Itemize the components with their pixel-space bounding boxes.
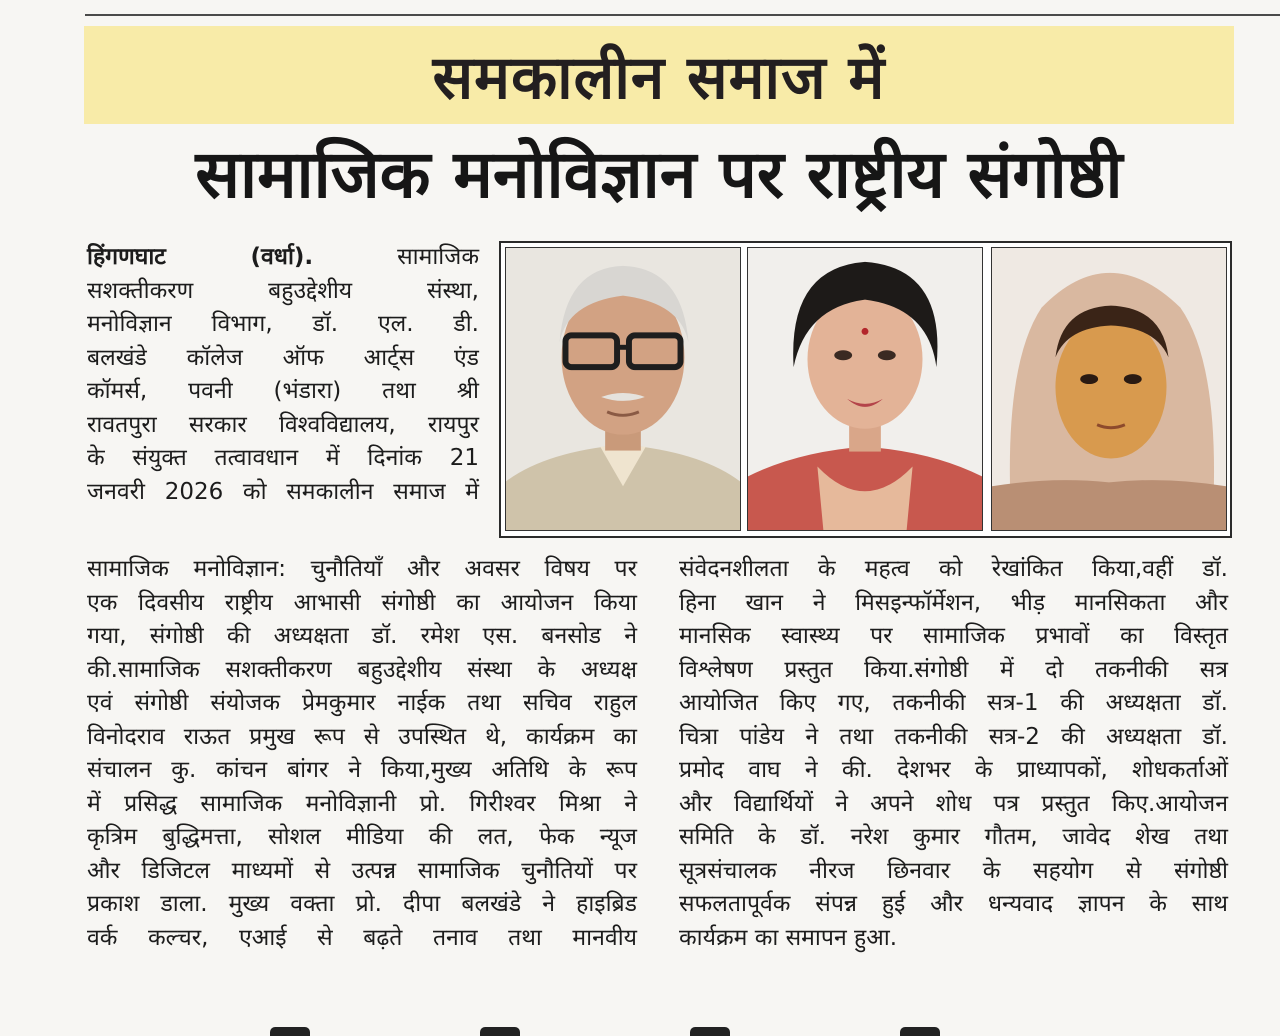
article-line: एक दिवसीय राष्ट्रीय आभासी संगोष्ठी का आयोजन किया: [87, 589, 637, 616]
article-line: चित्रा पांडेय ने तथा तकनीकी सत्र-2 की अध्यक्षता डॉ.: [679, 723, 1228, 750]
article-line: की.सामाजिक सशक्तीकरण बहुउद्देशीय संस्था के अध्यक्ष: [87, 656, 637, 683]
article-line: संवेदनशीलता के महत्व को रेखांकित किया,वहीं डॉ.: [679, 556, 1228, 582]
article-line: रावतपुरा सरकार विश्वविद्यालय, रायपुर: [87, 411, 479, 438]
article-line: कृत्रिम बुद्धिमत्ता, सोशल मीडिया की लत, फेक न्यूज: [87, 824, 637, 850]
article-line: सामाजिक मनोविज्ञान: चुनौतियाँ और अवसर विषय पर: [87, 556, 637, 582]
article-line: संचालन कु. कांचन बांगर ने किया,मुख्य अतिथि के रूप: [87, 757, 637, 783]
headline-line-2: सामाजिक मनोविज्ञान पर राष्ट्रीय संगोष्ठी: [195, 136, 1123, 213]
headline-line-1: समकालीन समाज में: [432, 43, 886, 113]
article-column-b: [87, 553, 637, 955]
article-line: बलखंडे कॉलेज ऑफ आर्ट्स एंड: [87, 344, 479, 371]
article-line: [87, 241, 479, 275]
article-line: कॉमर्स, पवनी (भंडारा) तथा श्री: [87, 378, 479, 404]
article-line: समिति के डॉ. नरेश कुमार गौतम, जावेद शेख तथा: [679, 824, 1228, 850]
next-article-edge: [270, 1022, 1170, 1036]
article-line: सूत्रसंचालक नीरज छिनवार के सहयोग से संगोष्ठी: [679, 857, 1228, 884]
headline-band: [84, 26, 1234, 124]
article-line: आयोजित किए गए, तकनीकी सत्र-1 की अध्यक्षता डॉ.: [679, 690, 1228, 716]
article-column-c: [679, 553, 1228, 955]
article-text: सामाजिक: [397, 244, 479, 270]
article-column-a: [87, 241, 479, 509]
article-line: में प्रसिद्ध सामाजिक मनोविज्ञानी प्रो. गिरीश्वर मिश्रा ने: [87, 790, 637, 817]
portrait-photo-woman: [747, 247, 983, 531]
portrait-photo-woman-scarf: [991, 247, 1227, 531]
article-line: के संयुक्त तत्वावधान में दिनांक 21: [87, 445, 479, 471]
article-line: एवं संगोष्ठी संयोजक प्रेमकुमार नाईक तथा सचिव राहुल: [87, 690, 637, 716]
article-line: मानसिक स्वास्थ्य पर सामाजिक प्रभावों का विस्तृत: [679, 623, 1228, 649]
portrait-photo-man: [505, 247, 741, 531]
article-line: सफलतापूर्वक संपन्न हुई और धन्यवाद ज्ञापन के साथ: [679, 891, 1228, 917]
article-line: जनवरी 2026 को समकालीन समाज में: [87, 478, 479, 505]
article-line: कार्यक्रम का समापन हुआ.: [679, 924, 898, 951]
article-line: वर्क कल्चर, एआई से बढ़ते तनाव तथा मानवीय: [87, 924, 637, 951]
top-rule: [85, 14, 1280, 16]
dateline: हिंगणघाट (वर्धा).: [87, 244, 314, 270]
article-line: हिना खान ने मिसइन्फॉर्मेशन, भीड़ मानसिकता और: [679, 589, 1228, 616]
article-line: प्रकाश डाला. मुख्य वक्ता प्रो. दीपा बलखंडे ने हाइब्रिड: [87, 891, 637, 917]
article-line: और डिजिटल माध्यमों से उत्पन्न सामाजिक चुनौतियों पर: [87, 857, 637, 884]
article-line: गया, संगोष्ठी की अध्यक्षता डॉ. रमेश एस. बनसोड ने: [87, 623, 637, 649]
article-line: मनोविज्ञान विभाग, डॉ. एल. डी.: [87, 311, 479, 337]
article-line: प्रमोद वाघ ने की. देशभर के प्राध्यापकों, शोधकर्ताओं: [679, 757, 1228, 783]
photo-strip: [499, 241, 1232, 538]
article-line: विश्लेषण प्रस्तुत किया.संगोष्ठी में दो तकनीकी सत्र: [679, 656, 1228, 683]
article-line: और विद्यार्थियों ने अपने शोध पत्र प्रस्तुत किए.आयोजन: [679, 790, 1228, 817]
article-line: सशक्तीकरण बहुउद्देशीय संस्था,: [87, 277, 479, 304]
article-line: विनोदराव राऊत प्रमुख रूप से उपस्थित थे, कार्यक्रम का: [87, 723, 637, 750]
